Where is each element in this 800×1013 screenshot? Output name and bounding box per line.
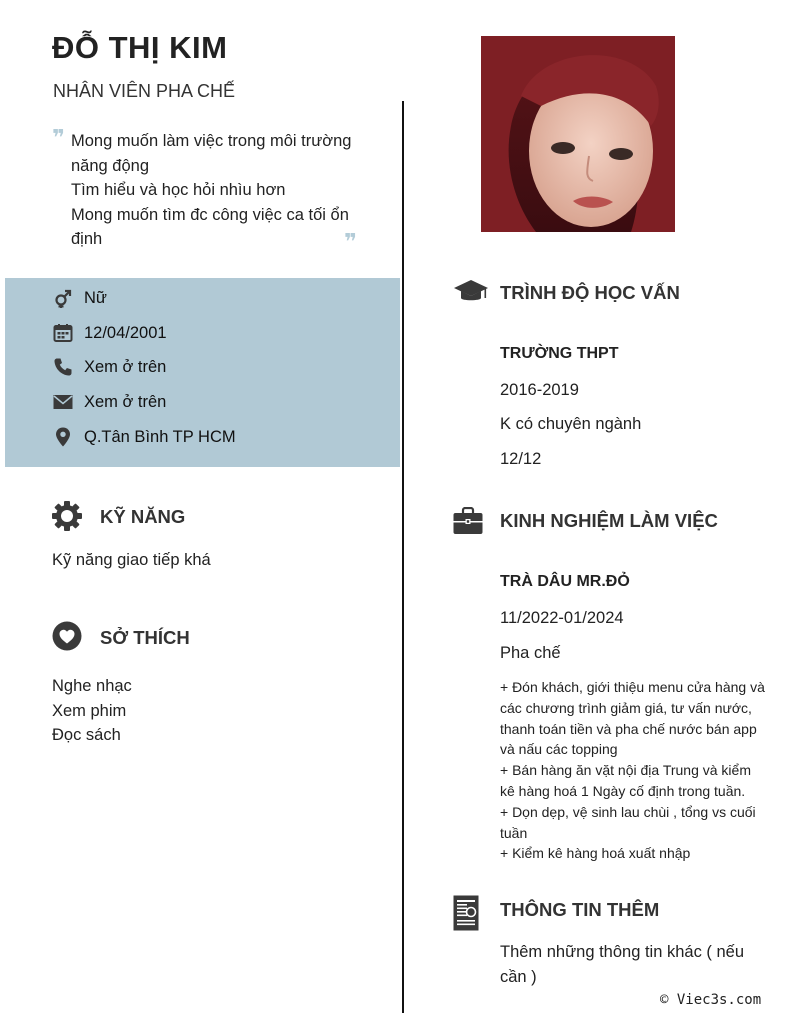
experience-duties <box>500 677 768 864</box>
gender-value: Nữ <box>84 288 107 307</box>
duty-item: + Đón khách, giới thiệu menu cửa hàng và các chương trình giảm giá, tư vấn nước, thanh toán tiền và pha chế nước bán app và nấu các topping <box>500 679 765 758</box>
education-major: K có chuyên ngành <box>500 415 642 433</box>
briefcase-icon <box>452 505 484 537</box>
skill-item: Kỹ năng giao tiếp khá <box>52 551 211 569</box>
phone-value: Xem ở trên <box>84 357 167 376</box>
duty-item: + Bán hàng ăn vặt nội địa Trung và kiểm kê hàng hoá 1 Ngày cố định trong tuần. <box>500 762 751 799</box>
hobby-item: Đọc sách <box>52 726 121 745</box>
additional-text: Thêm những thông tin khác ( nếu cần ) <box>500 943 745 986</box>
education-title: TRÌNH ĐỘ HỌC VẤN <box>500 282 680 303</box>
graduation-cap-icon <box>453 276 489 308</box>
job-title: NHÂN VIÊN PHA CHẾ <box>53 81 236 101</box>
career-objective <box>71 129 356 252</box>
objective-line: Mong muốn làm việc trong môi trường năng động <box>71 132 352 175</box>
experience-title: KINH NGHIỆM LÀM VIỆC <box>500 510 718 531</box>
hobby-item: Nghe nhạc <box>52 677 132 695</box>
birthday-row <box>52 321 167 345</box>
company-name: TRÀ DÂU MR.ĐỎ <box>500 573 630 590</box>
objective-line: Tìm hiểu và học hỏi nhìu hơn <box>71 181 286 200</box>
education-grade: 12/12 <box>500 450 542 468</box>
email-row <box>52 390 166 414</box>
gender-row <box>52 286 107 310</box>
phone-icon <box>52 356 74 378</box>
calendar-icon <box>52 322 74 344</box>
additional-title: THÔNG TIN THÊM <box>500 899 660 920</box>
column-divider <box>402 101 404 1013</box>
envelope-icon <box>52 391 74 413</box>
heart-icon <box>51 620 83 652</box>
quote-open-icon: ❞ <box>52 125 65 150</box>
address-value: Q.Tân Bình TP HCM <box>84 427 236 446</box>
duty-item: + Kiểm kê hàng hoá xuất nhập <box>500 845 691 862</box>
address-row <box>52 425 236 449</box>
gear-icon <box>51 500 83 532</box>
experience-period: 11/2022-01/2024 <box>500 609 624 627</box>
document-icon <box>452 895 480 931</box>
email-value: Xem ở trên <box>84 392 167 411</box>
experience-position: Pha chế <box>500 644 561 662</box>
hobby-item: Xem phim <box>52 701 127 720</box>
map-pin-icon <box>52 426 74 448</box>
school-name: TRƯỜNG THPT <box>500 345 619 362</box>
birthday-value: 12/04/2001 <box>84 323 167 342</box>
gender-icon <box>52 287 74 309</box>
phone-row <box>52 355 166 379</box>
quote-close-icon: ❞ <box>344 229 357 254</box>
skills-title: KỸ NĂNG <box>100 506 186 527</box>
profile-photo <box>481 36 675 232</box>
objective-line: Mong muốn tìm đc công việc ca tối ổn định <box>71 205 349 249</box>
watermark: © Viec3s.com <box>660 992 762 1008</box>
duty-item: + Dọn dẹp, vệ sinh lau chùi , tổng vs cuối tuần <box>500 803 756 841</box>
hobbies-list <box>52 674 132 748</box>
hobbies-title: SỞ THÍCH <box>100 627 190 648</box>
contact-info-box <box>5 278 400 467</box>
candidate-name: ĐỖ THỊ KIM <box>52 30 228 65</box>
education-period: 2016-2019 <box>500 381 579 399</box>
